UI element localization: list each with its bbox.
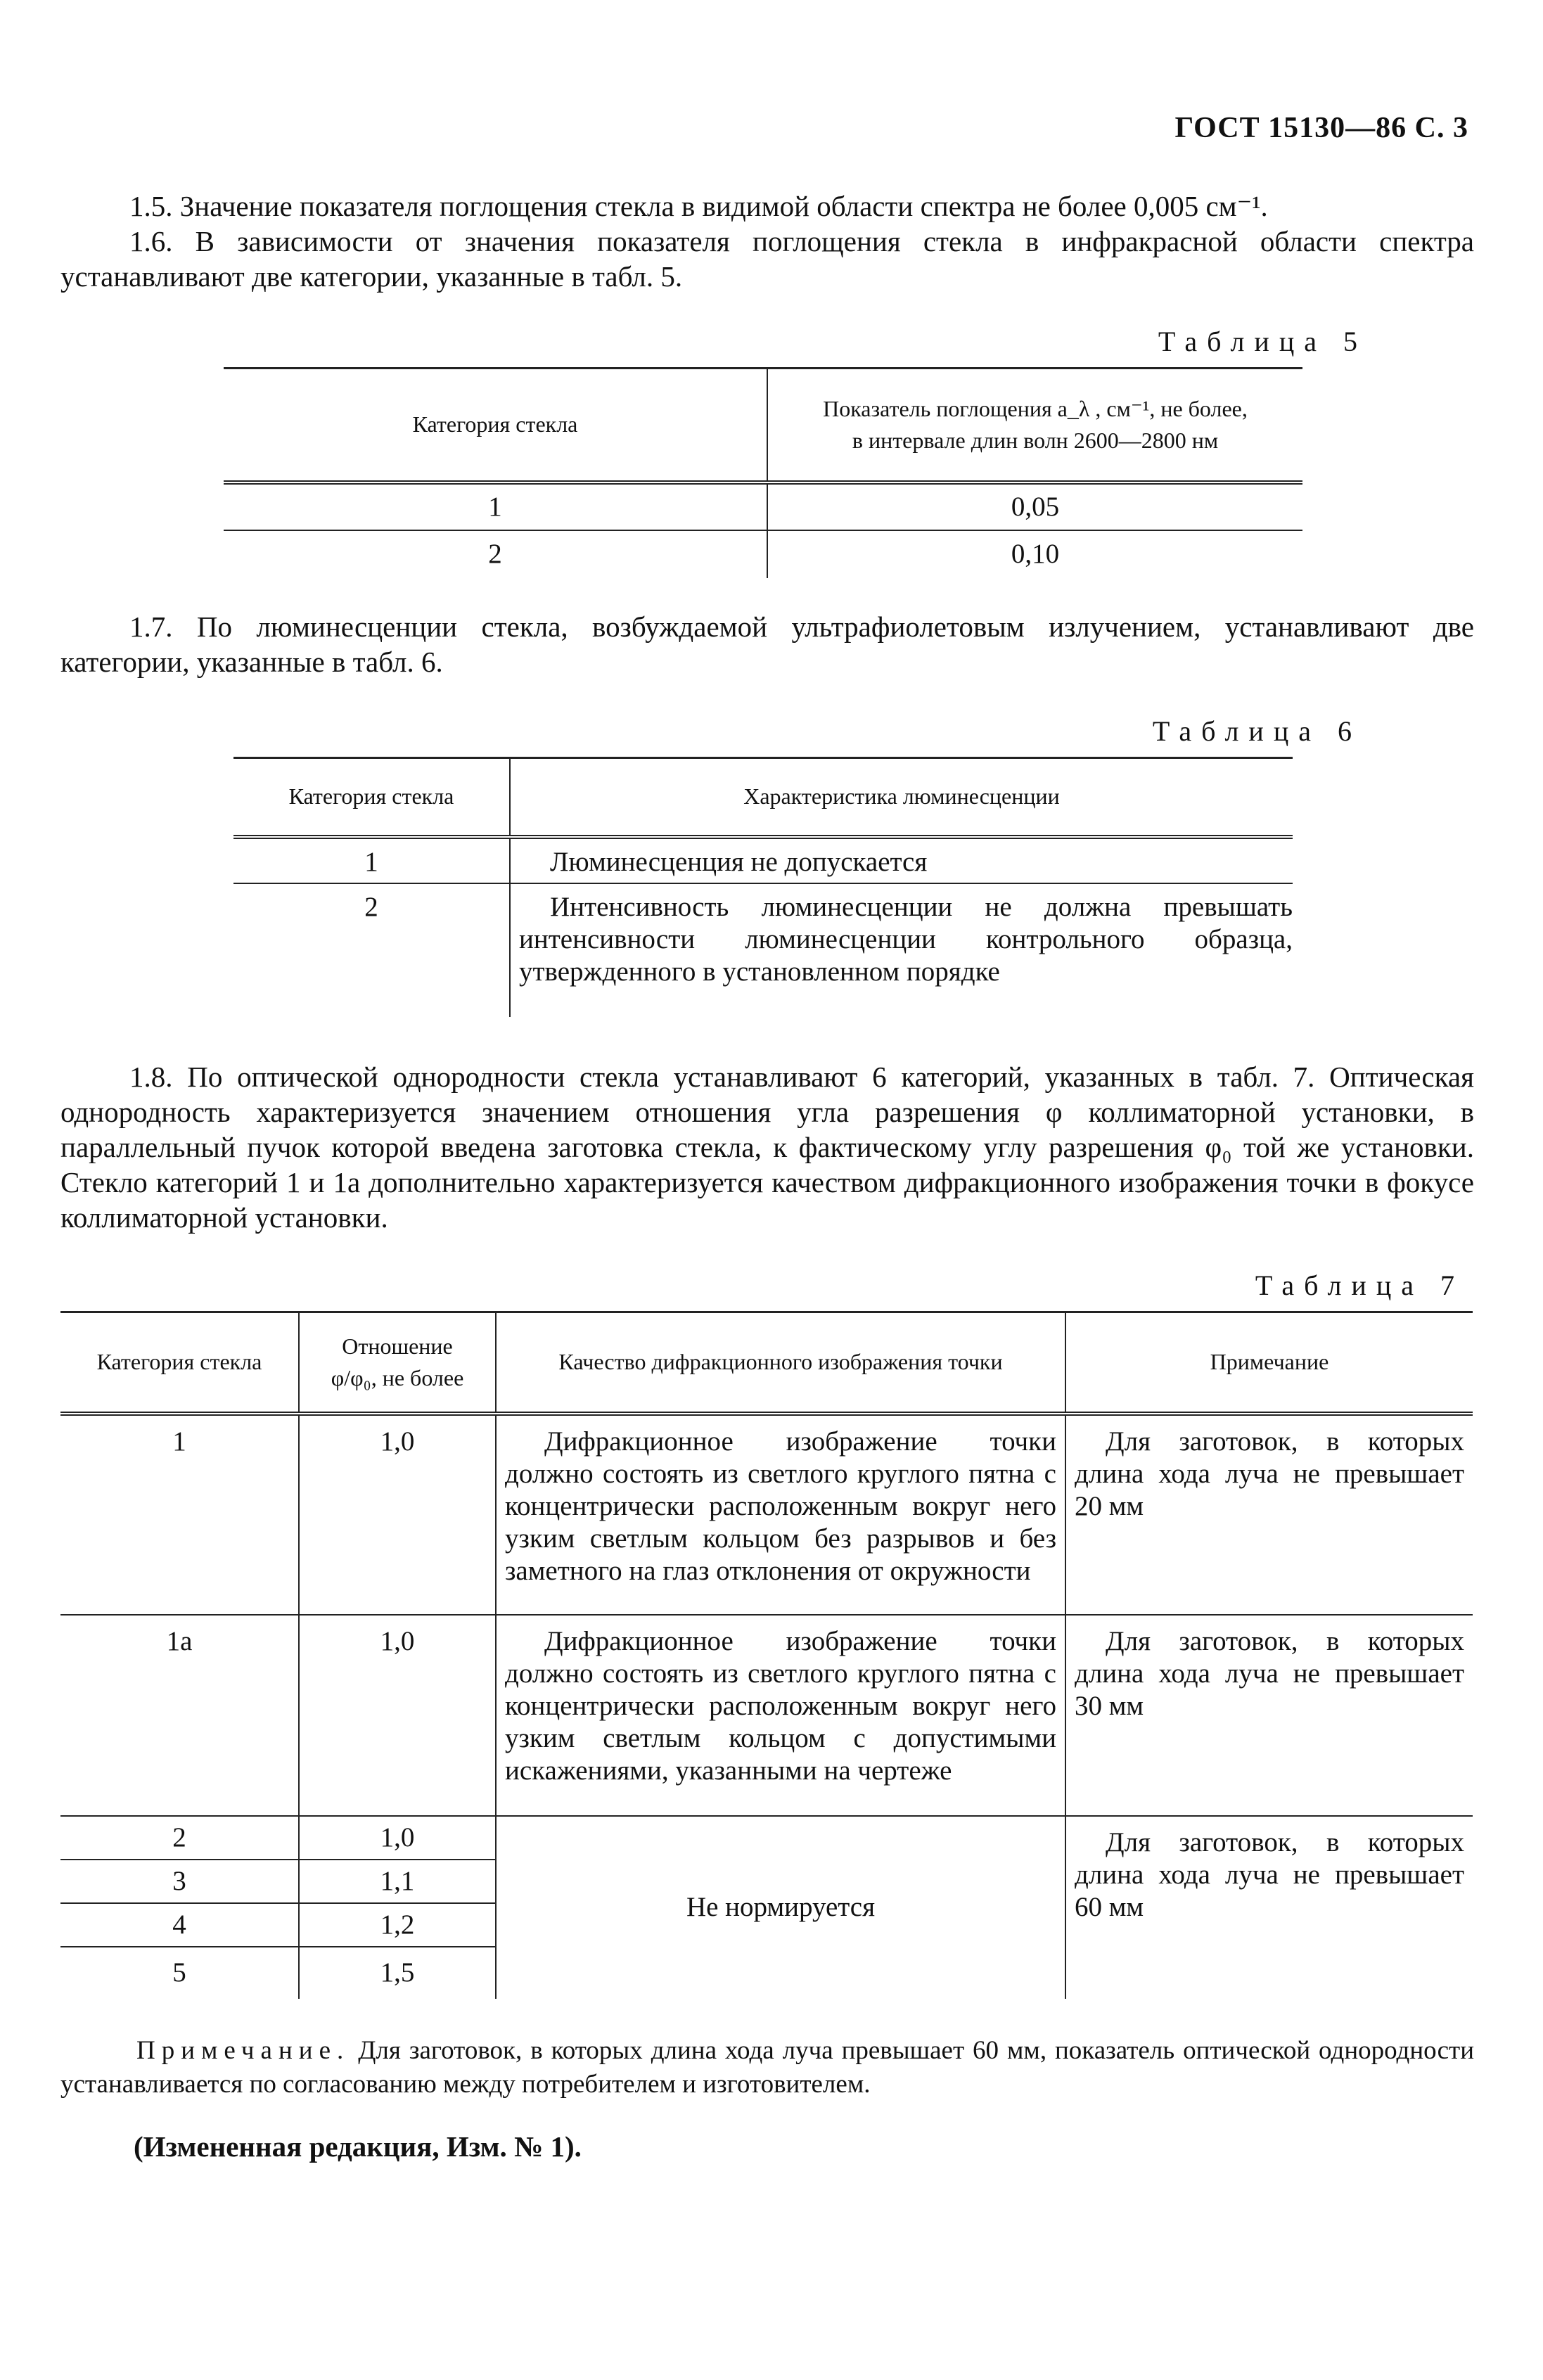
table-6	[233, 757, 1293, 1017]
section-1-8	[60, 1059, 1474, 1235]
amendment-note: (Измененная редакция, Изм. № 1).	[134, 2130, 582, 2163]
table7-header-quality: Качество дифракционного изображения точки	[496, 1312, 1065, 1414]
table7-cell: 1а	[166, 1625, 193, 1656]
table6-cell: 2	[364, 891, 378, 922]
table7-cell: Для заготовок, в которых длина хода луча не превышает 30 мм	[1065, 1615, 1473, 1816]
table6-header-category: Категория стекла	[288, 783, 454, 810]
table7-cell: Дифракционное изображение точки должно состоять из светлого круглого пятна с концентрически расположенным вокруг него узким светлым кольцом с допустимыми искажениями, указанными на чертеже	[496, 1615, 1065, 1816]
page-header: ГОСТ 15130—86 С. 3	[1174, 112, 1468, 144]
table6-cell: 1	[364, 846, 378, 877]
paragraph-1-5: 1.5. Значение показателя поглощения стекла в видимой области спектра не более 0,005 см⁻¹.	[129, 190, 1268, 222]
table6-cell: Люминесценция не допускается	[510, 837, 1293, 883]
table7-cell: 1,1	[299, 1860, 496, 1903]
table7-cell: Дифракционное изображение точки должно состоять из светлого круглого пятна с концентрически расположенным вокруг него узким светлым кольцом без разрывов и без заметного на глаз отклонения от окружности	[496, 1414, 1065, 1615]
table7-cell: Для заготовок, в которых длина хода луча не превышает 20 мм	[1065, 1414, 1473, 1615]
table7-cell: 3	[172, 1865, 186, 1896]
table6-cell: Интенсивность люминесценции не должна превышать интенсивности люминесценции контрольного образца, утвержденного в установленном порядке	[510, 883, 1293, 1017]
table7-cell: 2	[172, 1822, 186, 1853]
table7-header-ratio-line1: Отношение	[342, 1333, 453, 1359]
table7-header-category: Категория стекла	[96, 1349, 262, 1375]
table7-cell: 1,0	[299, 1414, 496, 1615]
table7-merged-quality: Не нормируется	[496, 1816, 1065, 1999]
footnote-label: Примечание.	[136, 2036, 350, 2065]
table-5	[224, 367, 1302, 578]
table7-header-ratio	[299, 1312, 496, 1414]
table7-cell: 4	[172, 1909, 186, 1940]
table7-cell: 1	[172, 1426, 186, 1457]
table5-header-line1: Показатель поглощения a_λ , см⁻¹, не более,	[823, 396, 1248, 422]
paragraph-1-8: 1.8. По оптической однородности стекла устанавливают 6 категорий, указанных в табл. 7. Оптическая однородность характеризуется значением отношения угла разрешения φ коллиматорной установки, в параллельный пучок которой введена заготовка стекла, к фактическому углу разрешения φ₀ той же установки. Стекло категорий 1 и 1а дополнительно характеризуется качеством дифракционного изображения точки в фокусе коллиматорной установки.	[60, 1061, 1474, 1234]
table-7	[60, 1311, 1473, 1999]
paragraph-1-7: 1.7. По люминесценции стекла, возбуждаемой ультрафиолетовым излучением, устанавливают две категории, указанные в табл. 6.	[60, 610, 1474, 678]
footnote-body: Для заготовок, в которых длина хода луча превышает 60 мм, показатель оптической однородности устанавливается по согласованию между потребителем и изготовителем.	[60, 2036, 1474, 2099]
table5-cell: 1	[488, 491, 502, 522]
table5-cell: 0,05	[767, 482, 1302, 530]
table5-header-line2: в интервале длин волн 2600—2800 нм	[852, 428, 1219, 454]
table6-caption: Таблица 6	[1152, 715, 1362, 747]
table6-header-luminescence: Характеристика люминесценции	[510, 758, 1293, 837]
table7-footnote	[60, 2034, 1474, 2101]
paragraph-1-6: 1.6. В зависимости от значения показателя поглощения стекла в инфракрасной области спектра устанавливают две категории, указанные в табл. 5.	[60, 225, 1474, 293]
table7-cell: 5	[172, 1957, 186, 1988]
table7-header-ratio-line2: φ/φ₀, не более	[331, 1364, 464, 1390]
table5-header-absorption	[767, 369, 1302, 482]
table5-cell: 2	[488, 539, 502, 569]
table5-cell: 0,10	[767, 530, 1302, 578]
section-1-5-1-6	[60, 188, 1474, 294]
table5-header-category: Категория стекла	[412, 411, 578, 437]
table7-merged-note: Для заготовок, в которых длина хода луча не превышает 60 мм	[1065, 1816, 1473, 1999]
table7-cell: 1,2	[299, 1903, 496, 1947]
table7-caption: Таблица 7	[1255, 1269, 1464, 1301]
footnote-text	[60, 2034, 1474, 2101]
table7-header-note: Примечание	[1065, 1312, 1473, 1414]
table7-cell: 1,0	[299, 1816, 496, 1860]
section-1-7	[60, 609, 1474, 679]
table5-caption: Таблица 5	[1158, 326, 1367, 357]
table7-cell: 1,0	[299, 1615, 496, 1816]
table7-cell: 1,5	[299, 1947, 496, 1999]
